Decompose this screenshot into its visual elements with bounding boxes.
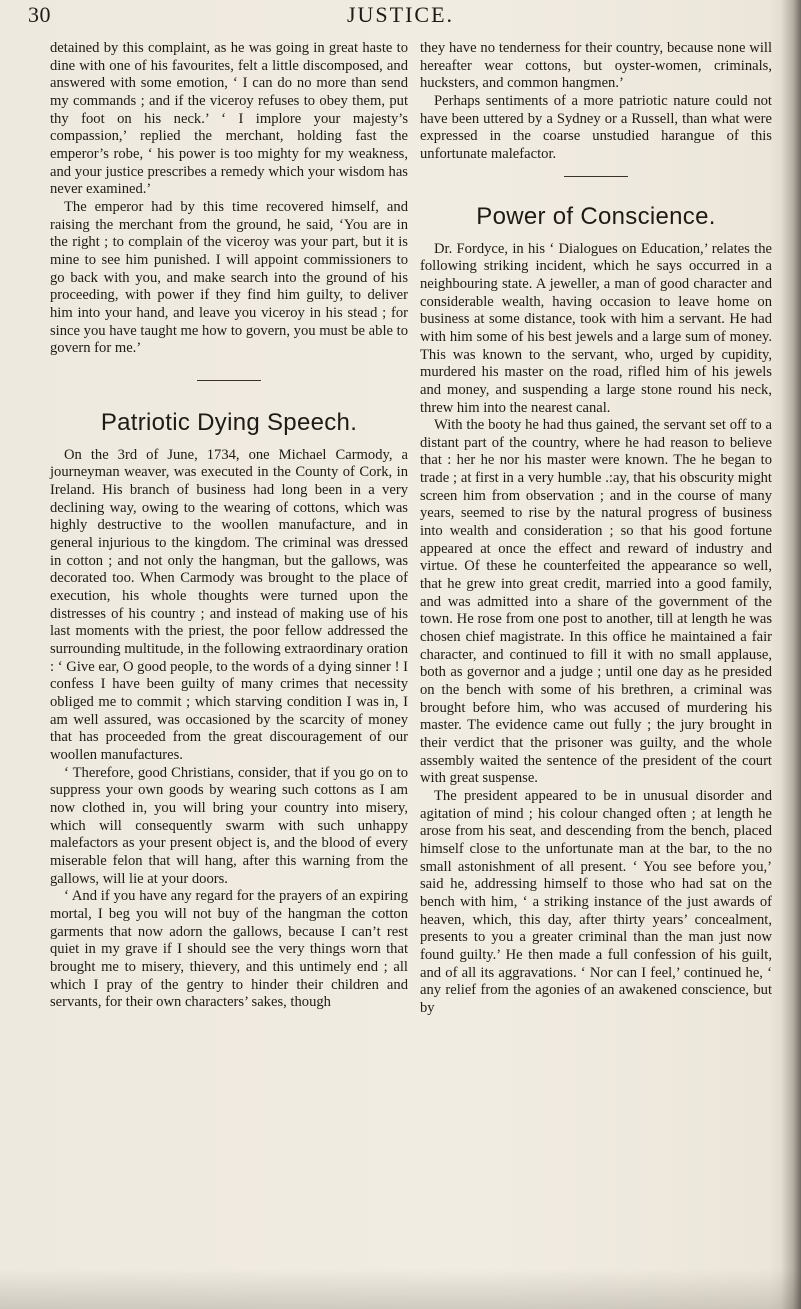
left-column bbox=[50, 40, 408, 1012]
paragraph-conscience-1: Dr. Fordyce, in his ‘ Dialogues on Education,’ relates the following striking incident, which he says occurred in a neighbouring state. A jeweller, a man of good character and considerable wealth, having occasion to leave home on business at some distance, took with him a servant. He had with him some of his best jewels and a large sum of money. This was known to the servant, who, urged by cupidity, murdered his master on the road, rifled him of his jewels and money, and suspending a large stone round his neck, threw him into the nearest canal. bbox=[420, 240, 772, 416]
heading-power-of-conscience: Power of Conscience. bbox=[476, 202, 716, 230]
paragraph-carmody-continued: they have no tenderness for their country, because none will hereafter wear cottons, but oyster-women, criminals, hucksters, and common hangmen.’ bbox=[420, 40, 772, 92]
paragraph-patriotic-closing: Perhaps sentiments of a more patriotic nature could not have been uttered by a Sydney or a Russell, than what were expressed in the coarse unstudied harangue of this unfortunate malefactor. bbox=[420, 92, 772, 162]
paragraph-carmody-3: ‘ And if you have any regard for the prayers of an expiring mortal, I beg you will not buy of the hangman the cotton garments that now adorn the gallows, because I can’t rest quiet in my grave if I should see the very things worn that brought me to misery, thievery, and this untimely end ; all which I pray of the gentry to hinder their children and servants, for their own characters’ sakes, though bbox=[50, 888, 408, 1011]
section-divider bbox=[197, 380, 261, 381]
paragraph-conscience-3: The president appeared to be in unusual disorder and agitation of mind ; his colour changed often ; at length he arose from his seat, and descending from the bench, placed himself close to the unfortunate man at the bar, to the no small astonishment of all present. ‘ You see before you,’ said he, addressing himself to those who had sat on the bench with him, ‘ a striking instance of the just awards of heaven, which, this day, after thirty years’ concealment, presents to you a greater criminal than the man just now found guilty.’ He then made a full confession of his guilt, and of all its aggravations. ‘ Nor can I feel,’ continued he, ‘ any relief from the agonies of an awakened conscience, but by bbox=[420, 787, 772, 1016]
paragraph-carmody-1: On the 3rd of June, 1734, one Michael Carmody, a journeyman weaver, was executed in the County of Cork, in Ireland. His branch of business had long been in a very declining way, owing to the wearing of cottons, which was highly destructive to the woollen manufacture, and in general injurious to the kingdom. The criminal was dressed in cotton ; and not only the hangman, but the gallows, was decorated too. When Carmody was brought to the place of execution, his whole thoughts were turned upon the distresses of his country ; and instead of making use of his last moments with the priest, the poor fellow addressed the surrounding multitude, in the following extraordinary oration : ‘ Give ear, O good people, to the words of a dying sinner ! I confess I have been guilty of many crimes that necessity obliged me to commit ; which starving condition I was in, I am well assured, was occasioned by the scarcity of money that has proceeded from the great discouragement of our woollen manufactures. bbox=[50, 446, 408, 763]
running-head: JUSTICE. bbox=[346, 2, 455, 27]
paragraph-conscience-2: With the booty he had thus gained, the servant set off to a distant part of the country, where he had reason to believe that : her he nor his master were known. The he began to trade ; at first in a very humble .:ay, that his obscurity might screen him from observation ; and in the course of many years, seemed to rise by the natural progress of business into wealth and consideration ; so that his good fortune appeared at once the effect and reward of industry and virtue. Of these he counterfeited the appearance so well, that he grew into great credit, married into a good family, and was admitted into a share of the government of the town. He rose from one post to another, till at length he was chosen chief magistrate. In this office he maintained a fair character, and continued to fill it with no small applause, both as governor and a judge ; until one day as he presided on the bench with some of his brethren, a criminal was brought before him, who was accused of murdering his master. The evidence came out fully ; the jury brought in their verdict that the prisoner was guilty, and the whole assembly waited the sentence of the president of the court with great suspense. bbox=[420, 417, 772, 787]
section-divider bbox=[564, 176, 628, 177]
page-number: 30 bbox=[28, 2, 51, 27]
heading-patriotic-dying-speech: Patriotic Dying Speech. bbox=[100, 408, 358, 436]
right-column bbox=[420, 40, 772, 1017]
paragraph-emperor-2: The emperor had by this time recovered himself, and raising the merchant from the ground, he said, ‘You are in the right ; to complain of the viceroy was your part, but it is mine to see him punished. I will appoint commissioners to go back with you, and make search into the ground of his proceeding, with power if they find him guilty, to deliver him into your hand, and leave you viceroy in his stead ; for since you have taught me how to govern, you must be able to govern for me.’ bbox=[50, 198, 408, 357]
paragraph-emperor-1: detained by this complaint, as he was going in great haste to dine with one of his favourites, felt a little discomposed, and answered with some emotion, ‘ I can do no more than send my commands ; and if the viceroy refuses to obey them, put thy foot on his neck.’ ‘ I implore your majesty’s compassion,’ replied the merchant, holding fast the emperor’s robe, ‘ his power is too mighty for my weakness, and your justice prescribes a remedy which your wisdom has never examined.’ bbox=[50, 40, 408, 198]
paragraph-carmody-2: ‘ Therefore, good Christians, consider, that if you go on to suppress your own goods by wearing such cottons as I am now clothed in, you will bring your country into misery, which will consequently swarm with such unhappy malefactors as your present object is, and the blood of every miserable felon that will hang, after this warning from the gallows, will lie at your doors. bbox=[50, 764, 408, 887]
page-edge-shadow bbox=[781, 0, 801, 1309]
page-bottom-shadow bbox=[0, 1269, 801, 1309]
